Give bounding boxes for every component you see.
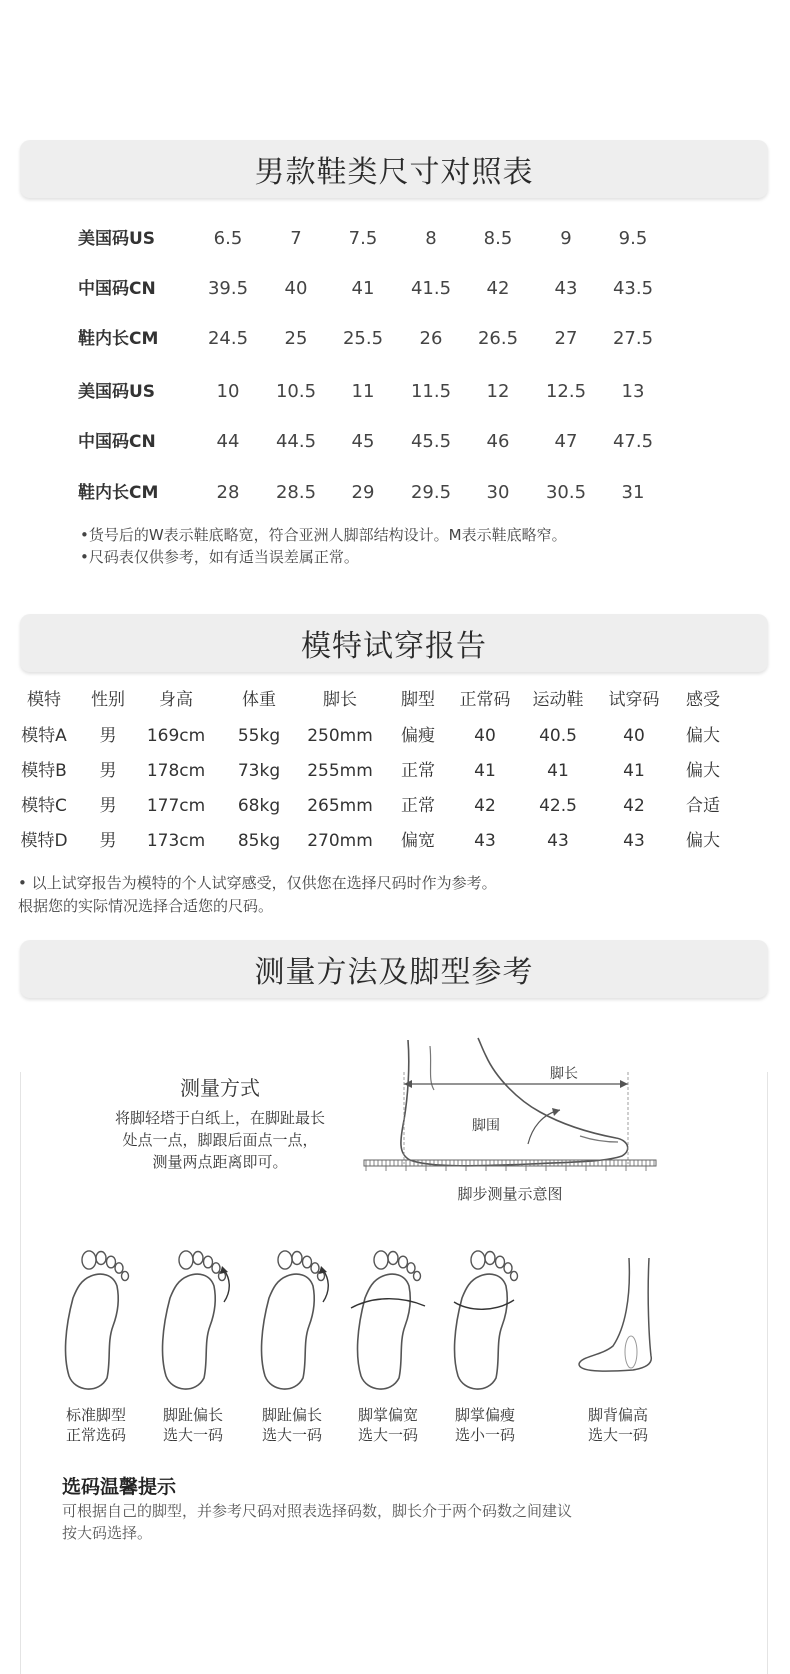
size-note-1: •货号后的W表示鞋底略宽，符合亚洲人脚部结构设计。M表示鞋底略窄。 bbox=[80, 526, 567, 544]
size-cell: 13 bbox=[621, 381, 645, 402]
method-line-1: 将脚轻塔于白纸上，在脚趾最长 bbox=[114, 1109, 325, 1127]
fit-cell: 40.5 bbox=[539, 726, 577, 746]
fit-cell: 68kg bbox=[237, 796, 281, 816]
fit-cell: 173cm bbox=[146, 831, 206, 851]
fit-note-1: • 以上试穿报告为模特的个人试穿感受，仅供您在选择尺码时作为参考。 bbox=[18, 874, 497, 892]
fit-cell: 正常 bbox=[401, 761, 435, 781]
method-line-2: 处点一点，脚跟后面点一点， bbox=[122, 1131, 318, 1149]
size-cell: 25.5 bbox=[342, 328, 384, 349]
foot-type-label: 脚掌偏瘦 bbox=[454, 1406, 515, 1424]
size-cell: 7 bbox=[290, 228, 302, 249]
foot-print-icon bbox=[440, 1238, 530, 1398]
girth-arrow-head-icon bbox=[552, 1108, 560, 1116]
girth-label: 脚围 bbox=[472, 1118, 500, 1134]
fit-cell: 250mm bbox=[307, 726, 373, 746]
fit-cell: 177cm bbox=[146, 796, 206, 816]
size-cell: 31 bbox=[621, 482, 645, 503]
fit-cell: 73kg bbox=[237, 761, 281, 781]
size-cell: 45 bbox=[351, 431, 375, 452]
foot-type-advice: 选小一码 bbox=[454, 1426, 515, 1444]
size-cell: 11 bbox=[351, 381, 375, 402]
foot-type-label: 标准脚型 bbox=[65, 1406, 126, 1424]
fit-header-cell: 性别 bbox=[91, 690, 125, 710]
foot-print-icon bbox=[51, 1238, 141, 1398]
fit-header-cell: 身高 bbox=[159, 690, 193, 710]
fit-cell: 55kg bbox=[237, 726, 281, 746]
fit-cell: 偏大 bbox=[686, 761, 720, 781]
diagram-caption: 脚步测量示意图 bbox=[457, 1185, 563, 1203]
size-cell: 30.5 bbox=[545, 482, 587, 503]
tips-line-1: 可根据自己的脚型，并参考尺码对照表选择码数，脚长介于两个码数之间建议 bbox=[62, 1502, 573, 1520]
size-cell: 12.5 bbox=[545, 381, 587, 402]
fit-cell: 偏瘦 bbox=[401, 726, 435, 746]
tips-title: 选码温馨提示 bbox=[62, 1476, 177, 1498]
size-cell: 10.5 bbox=[275, 381, 317, 402]
size-cell: 47.5 bbox=[612, 431, 654, 452]
fit-cell: 偏宽 bbox=[401, 831, 435, 851]
fit-cell: 42 bbox=[474, 796, 496, 816]
size-chart-title: 男款鞋类尺寸对照表 bbox=[20, 140, 768, 198]
size-cell: 40 bbox=[284, 278, 308, 299]
method-title: 测量方式 bbox=[180, 1076, 260, 1100]
fit-cell: 178cm bbox=[146, 761, 206, 781]
size-row bbox=[0, 324, 790, 354]
size-cell: 30 bbox=[486, 482, 510, 503]
size-cell: 26 bbox=[419, 328, 443, 349]
fit-header-cell: 模特 bbox=[27, 690, 61, 710]
fit-cell: 偏大 bbox=[686, 726, 720, 746]
foot-type-label: 脚背偏高 bbox=[587, 1406, 648, 1424]
foot-side-outline bbox=[401, 1038, 628, 1166]
fit-cell: 男 bbox=[99, 726, 117, 746]
girth-arrow bbox=[528, 1110, 560, 1144]
foot-print-icon bbox=[247, 1238, 337, 1398]
high-instep-foot-icon bbox=[573, 1238, 663, 1398]
fit-cell: 169cm bbox=[146, 726, 206, 746]
length-label: 脚长 bbox=[550, 1066, 578, 1082]
fit-cell: 40 bbox=[474, 726, 496, 746]
foot-type-advice: 选大一码 bbox=[162, 1426, 223, 1444]
size-cell: 9.5 bbox=[618, 228, 648, 249]
size-cell: 43 bbox=[554, 278, 578, 299]
size-cell: 27.5 bbox=[612, 328, 654, 349]
size-cell: 11.5 bbox=[410, 381, 452, 402]
fit-cell: 42 bbox=[623, 796, 645, 816]
fit-header-cell: 感受 bbox=[686, 690, 720, 710]
fit-header-cell: 体重 bbox=[242, 690, 276, 710]
foot-type-advice: 选大一码 bbox=[357, 1426, 418, 1444]
size-cell: 10 bbox=[216, 381, 240, 402]
size-cell: 26.5 bbox=[477, 328, 519, 349]
foot-type-label: 脚趾偏长 bbox=[261, 1406, 322, 1424]
fit-cell: 偏大 bbox=[686, 831, 720, 851]
fit-note-2: 根据您的实际情况选择合适您的尺码。 bbox=[18, 897, 274, 915]
fit-cell: 40 bbox=[623, 726, 645, 746]
size-cell: 42 bbox=[486, 278, 510, 299]
size-cell: 6.5 bbox=[213, 228, 243, 249]
tips-line-2: 按大码选择。 bbox=[62, 1524, 153, 1542]
fit-cell: 模特B bbox=[21, 761, 67, 781]
size-row-label: 美国码US bbox=[78, 382, 156, 402]
fit-cell: 85kg bbox=[237, 831, 281, 851]
foot-type-advice: 选大一码 bbox=[261, 1426, 322, 1444]
fit-cell: 41 bbox=[474, 761, 496, 781]
size-row bbox=[0, 377, 790, 407]
size-row-label: 鞋内长CM bbox=[78, 483, 159, 503]
fit-cell: 合适 bbox=[686, 796, 720, 816]
size-cell: 29.5 bbox=[410, 482, 452, 503]
size-cell: 45.5 bbox=[410, 431, 452, 452]
size-row bbox=[0, 274, 790, 304]
fit-cell: 43 bbox=[547, 831, 569, 851]
measurement-title: 测量方法及脚型参考 bbox=[20, 940, 768, 998]
fit-cell: 男 bbox=[99, 761, 117, 781]
size-row-label: 鞋内长CM bbox=[78, 329, 159, 349]
fit-row bbox=[0, 722, 790, 750]
size-row-label: 中国码CN bbox=[78, 432, 156, 452]
fit-header-cell: 正常码 bbox=[459, 690, 511, 710]
fit-cell: 42.5 bbox=[539, 796, 577, 816]
fit-cell: 模特A bbox=[21, 726, 67, 746]
size-cell: 39.5 bbox=[207, 278, 249, 299]
fit-header-cell: 试穿码 bbox=[608, 690, 660, 710]
size-cell: 8 bbox=[425, 228, 437, 249]
size-row-label: 中国码CN bbox=[78, 279, 156, 299]
fit-cell: 41 bbox=[623, 761, 645, 781]
size-cell: 41 bbox=[351, 278, 375, 299]
foot-type-advice: 正常选码 bbox=[65, 1426, 126, 1444]
fit-cell: 模特D bbox=[20, 831, 68, 851]
fit-cell: 270mm bbox=[307, 831, 373, 851]
size-row-label: 美国码US bbox=[78, 229, 156, 249]
size-cell: 9 bbox=[560, 228, 572, 249]
size-cell: 29 bbox=[351, 482, 375, 503]
size-cell: 43.5 bbox=[612, 278, 654, 299]
size-cell: 24.5 bbox=[207, 328, 249, 349]
fit-cell: 模特C bbox=[21, 796, 67, 816]
fit-cell: 255mm bbox=[307, 761, 373, 781]
size-cell: 44 bbox=[216, 431, 240, 452]
foot-print-icon bbox=[343, 1238, 433, 1398]
fit-cell: 正常 bbox=[401, 796, 435, 816]
foot-measure-diagram bbox=[360, 1036, 660, 1181]
size-cell: 28 bbox=[216, 482, 240, 503]
size-cell: 44.5 bbox=[275, 431, 317, 452]
foot-print-icon bbox=[148, 1238, 238, 1398]
foot-type-label: 脚掌偏宽 bbox=[357, 1406, 418, 1424]
fit-header-cell: 运动鞋 bbox=[532, 690, 584, 710]
fit-header-cell: 脚型 bbox=[401, 690, 435, 710]
fit-cell: 43 bbox=[474, 831, 496, 851]
method-line-3: 测量两点距离即可。 bbox=[152, 1153, 288, 1171]
fit-cell: 男 bbox=[99, 831, 117, 851]
fit-cell: 男 bbox=[99, 796, 117, 816]
size-note-2: •尺码表仅供参考，如有适当误差属正常。 bbox=[80, 548, 359, 566]
size-cell: 8.5 bbox=[483, 228, 513, 249]
size-cell: 7.5 bbox=[348, 228, 378, 249]
size-cell: 46 bbox=[486, 431, 510, 452]
size-cell: 28.5 bbox=[275, 482, 317, 503]
size-row bbox=[0, 224, 790, 254]
fit-row bbox=[0, 757, 790, 785]
length-arrow-right-icon bbox=[620, 1080, 628, 1088]
size-cell: 25 bbox=[284, 328, 308, 349]
foot-type-label: 脚趾偏长 bbox=[162, 1406, 223, 1424]
size-cell: 27 bbox=[554, 328, 578, 349]
size-cell: 12 bbox=[486, 381, 510, 402]
fit-header-row bbox=[0, 686, 790, 714]
fit-row bbox=[0, 827, 790, 855]
size-row bbox=[0, 427, 790, 457]
fit-cell: 265mm bbox=[307, 796, 373, 816]
size-cell: 47 bbox=[554, 431, 578, 452]
size-row bbox=[0, 478, 790, 508]
fit-cell: 41 bbox=[547, 761, 569, 781]
size-cell: 41.5 bbox=[410, 278, 452, 299]
foot-type-advice: 选大一码 bbox=[587, 1426, 648, 1444]
fit-header-cell: 脚长 bbox=[323, 690, 357, 710]
fit-report-title: 模特试穿报告 bbox=[20, 614, 768, 672]
fit-cell: 43 bbox=[623, 831, 645, 851]
fit-row bbox=[0, 792, 790, 820]
